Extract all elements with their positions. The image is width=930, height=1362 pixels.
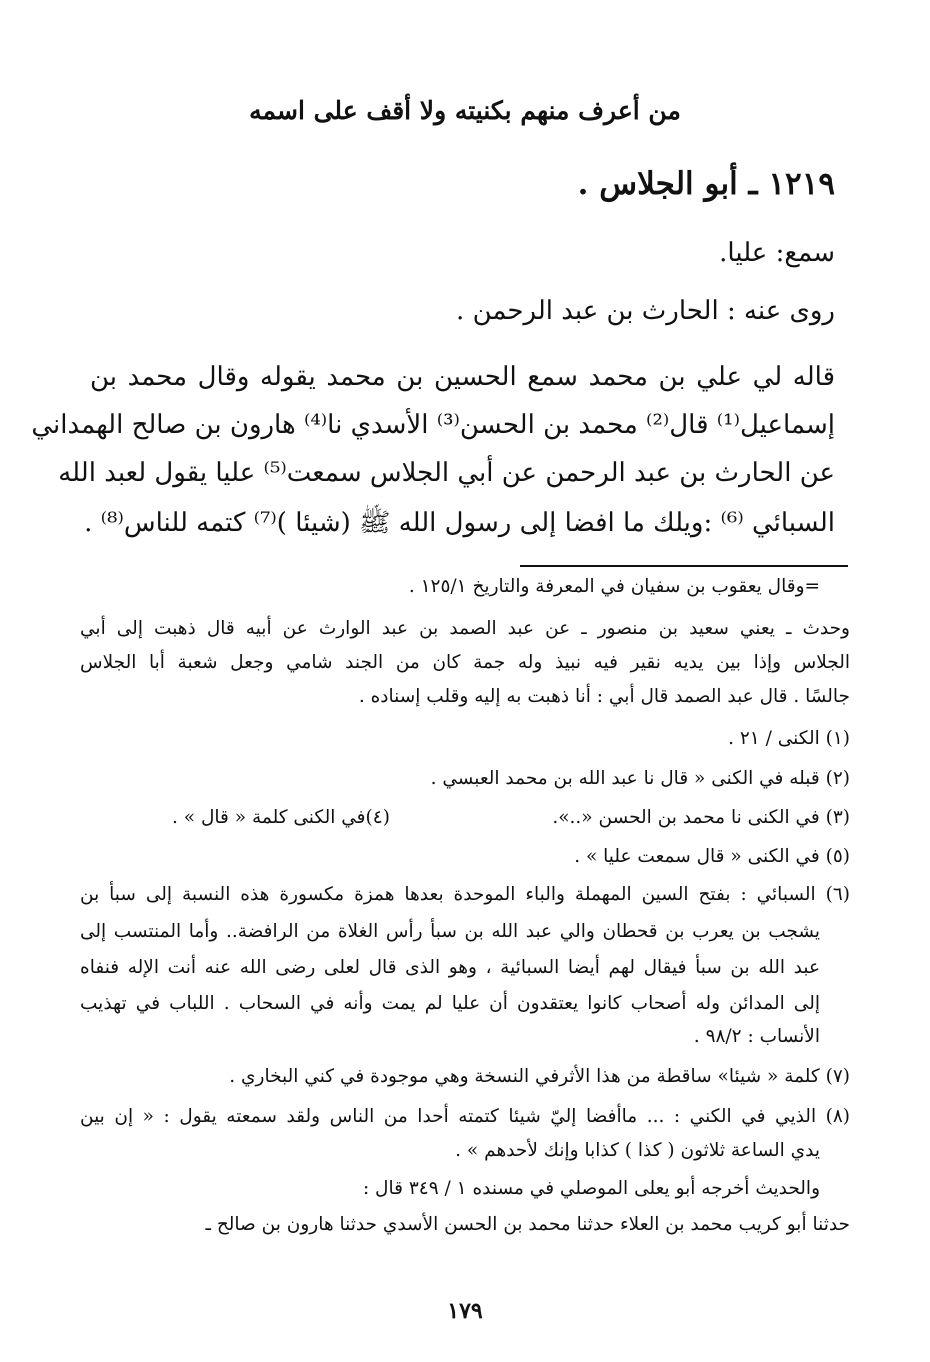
footnote-6-line: إلى المدائن وله أصحاب كانوا يعتقدون أن عليا لم يمت وأنه في السحاب . اللباب في تهذيب [80, 993, 820, 1014]
heard-from-line: سمع: عليا. [719, 238, 835, 268]
footnote-3: (٣) في الكنى نا محمد بن الحسن «..». [552, 807, 850, 828]
body-paragraph-line: السبائي ⁽⁶⁾ :ويلك ما افضا إلى رسول الله ﷺ (شيئا )⁽⁷⁾ كتمه للناس⁽⁸⁾ . [84, 508, 835, 538]
footnote-6-line: (٦) السبائي : بفتح السين المهملة والباء الموحدة بعدها همزة مكسورة هذه النسبة إلى سبأ بن [80, 884, 850, 905]
footnote-divider [520, 565, 848, 567]
footnote-continuation: وحدث ـ يعني سعيد بن منصور ـ عن عبد الصمد بن عبد الوارث عن أبيه قال ذهبت إلى أبي [80, 618, 850, 639]
entry-heading: ١٢١٩ ـ أبو الجلاس . [577, 166, 835, 202]
footnote-8-line: يدي الساعة ثلاثون ( كذا ) كذابا وإنك لأحدهم » . [455, 1140, 820, 1161]
footnote-4: (٤)في الكنى كلمة « قال » . [172, 807, 390, 828]
footnote-6-line: عبد الله بن سبأ فيقال لهم أيضا السبائية ، وهو الذى قال لعلى رضى الله عنه أنت الإله فنفاه [80, 957, 821, 978]
footnote-6-line: يشجب بن يعرب بن قحطان والي عبد الله بن سبأ رأس الغلاة من الرافضة.. وأما المنتسب إلى [80, 921, 820, 942]
footnote-continuation: جالسًا . قال عبد الصمد قال أبي : أنا ذهبت به إليه وقلب إسناده . [358, 686, 850, 707]
body-paragraph-line: قاله لي علي بن محمد سمع الحسين بن محمد يقوله وقال محمد بن [90, 362, 835, 392]
footnote-continuation: الجلاس وإذا بين يديه نقير فيه نبيذ وله جمة كان من الجند شامي وجعل شعبة أبا الجلاس [80, 652, 850, 673]
body-paragraph-line: إسماعيل⁽¹⁾ قال⁽²⁾ محمد بن الحسن⁽³⁾ الأسدي نا⁽⁴⁾ هارون بن صالح الهمداني [31, 410, 835, 440]
narrated-by-line: روى عنه : الحارث بن عبد الرحمن . [456, 296, 835, 326]
footnote-8-line: (٨) الذيي في الكني : ... ماأفضا إليّ شيئا كتمته أحدا من الناس ولقد سمعته يقول : « إن بين [80, 1106, 850, 1127]
footnote-6-line: الأنساب : ٩٨/٢ . [693, 1026, 820, 1047]
footnote-5: (٥) في الكنى « قال سمعت عليا » . [574, 846, 850, 867]
footnote-8-line: والحديث أخرجه أبو يعلى الموصلي في مسنده ١ / ٣٤٩ قال : [362, 1178, 820, 1199]
body-paragraph-line: عن الحارث بن عبد الرحمن عن أبي الجلاس سمعت⁽⁵⁾ عليا يقول لعبد الله [58, 458, 835, 488]
footnote-1: (١) الكنى / ٢١ . [728, 728, 850, 749]
footnote-2: (٢) قبله في الكنى « قال نا عبد الله بن محمد العبسي . [430, 768, 850, 789]
page-number: ١٧٩ [447, 1298, 483, 1324]
footnote-7: (٧) كلمة « شيئا» ساقطة من هذا الأثرفي النسخة وهي موجودة في كني البخاري . [229, 1066, 850, 1087]
chapter-title: من أعرف منهم بكنيته ولا أقف على اسمه [249, 96, 681, 125]
footnote-continuation: =وقال يعقوب بن سفيان في المعرفة والتاريخ ١٢٥/١ . [408, 576, 820, 597]
footnote-8-line: حدثنا أبو كريب محمد بن العلاء حدثنا محمد بن الحسن الأسدي حدثنا هارون بن صالح ـ [205, 1214, 850, 1235]
